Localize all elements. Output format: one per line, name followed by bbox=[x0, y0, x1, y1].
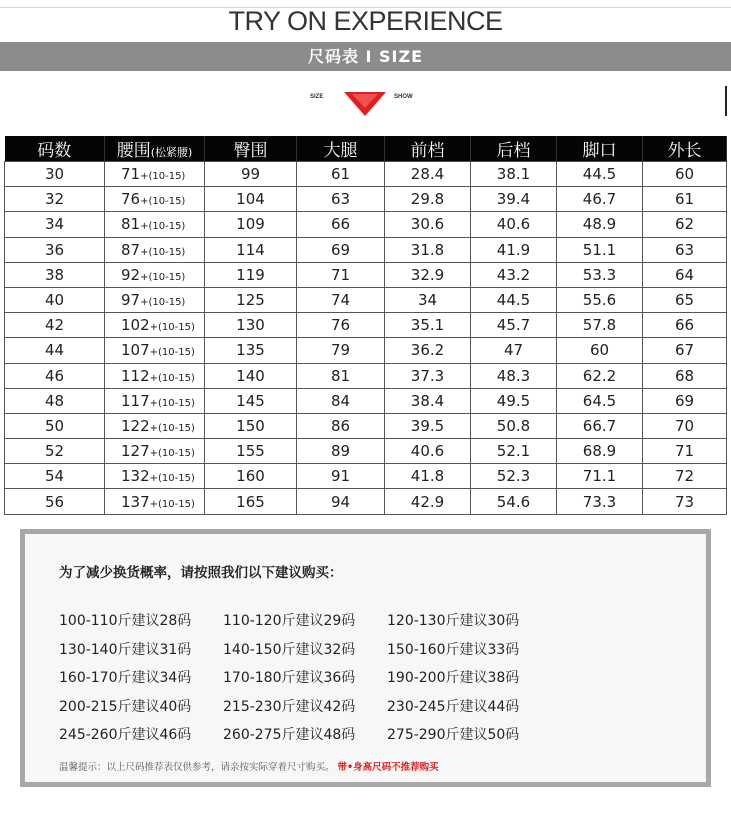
table-row bbox=[5, 413, 727, 438]
cell-hip: 150 bbox=[205, 413, 297, 438]
cell-thigh: 79 bbox=[297, 338, 385, 363]
advice-heading: 为了减少换货概率，请按照我们以下建议购买： bbox=[59, 565, 343, 581]
cell-front-rise: 42.9 bbox=[385, 489, 471, 514]
waist-value: 137 bbox=[121, 492, 150, 511]
advice-note bbox=[59, 759, 439, 773]
waist-value: 92 bbox=[121, 265, 141, 284]
waist-extra: +(10-15) bbox=[149, 397, 195, 409]
down-triangle-icon bbox=[340, 90, 390, 118]
cell-back-rise: 52.1 bbox=[471, 439, 557, 464]
cell-waist bbox=[105, 187, 205, 212]
advice-note-text: 温馨提示：以上尺码推荐表仅供参考，请亲按实际穿着尺寸购买。 bbox=[59, 762, 335, 773]
waist-value: 122 bbox=[121, 416, 150, 435]
cell-thigh: 66 bbox=[297, 212, 385, 237]
table-row bbox=[5, 237, 727, 262]
table-row bbox=[5, 262, 727, 287]
waist-value: 71 bbox=[121, 165, 141, 184]
cell-thigh: 84 bbox=[297, 388, 385, 413]
cell-leg-opening: 44.5 bbox=[557, 162, 643, 187]
cell-hip: 160 bbox=[205, 464, 297, 489]
cell-thigh: 81 bbox=[297, 363, 385, 388]
cell-front-rise: 37.3 bbox=[385, 363, 471, 388]
waist-value: 127 bbox=[121, 442, 150, 461]
cell-outseam: 61 bbox=[643, 187, 727, 212]
header-outseam: 外长 bbox=[643, 136, 727, 162]
advice-item: 120-130斤建议30码 bbox=[387, 613, 520, 629]
cell-outseam: 69 bbox=[643, 388, 727, 413]
table-row bbox=[5, 287, 727, 312]
edge-mark bbox=[725, 86, 727, 116]
cell-waist bbox=[105, 162, 205, 187]
cell-size: 38 bbox=[5, 262, 105, 287]
size-table-body bbox=[5, 162, 727, 515]
cell-back-rise: 50.8 bbox=[471, 413, 557, 438]
cell-back-rise: 39.4 bbox=[471, 187, 557, 212]
cell-leg-opening: 55.6 bbox=[557, 287, 643, 312]
cell-hip: 104 bbox=[205, 187, 297, 212]
cell-front-rise: 30.6 bbox=[385, 212, 471, 237]
advice-item: 170-180斤建议36码 bbox=[223, 670, 356, 686]
waist-value: 112 bbox=[121, 366, 150, 385]
advice-item: 260-275斤建议48码 bbox=[223, 727, 356, 743]
cell-leg-opening: 62.2 bbox=[557, 363, 643, 388]
waist-extra: +(10-15) bbox=[149, 448, 195, 460]
advice-row bbox=[59, 724, 551, 753]
table-row bbox=[5, 363, 727, 388]
cell-front-rise: 31.8 bbox=[385, 237, 471, 262]
cell-outseam: 66 bbox=[643, 313, 727, 338]
advice-item: 110-120斤建议29码 bbox=[223, 613, 356, 629]
cell-front-rise: 35.1 bbox=[385, 313, 471, 338]
waist-value: 81 bbox=[121, 215, 141, 234]
size-table bbox=[4, 136, 727, 515]
page-title: TRY ON EXPERIENCE bbox=[228, 6, 503, 36]
waist-extra: +(10-15) bbox=[140, 221, 186, 233]
waist-extra: +(10-15) bbox=[140, 196, 186, 208]
advice-row bbox=[59, 639, 551, 668]
waist-extra: +(10-15) bbox=[140, 271, 186, 283]
cell-waist bbox=[105, 262, 205, 287]
cell-hip: 130 bbox=[205, 313, 297, 338]
cell-outseam: 63 bbox=[643, 237, 727, 262]
cell-front-rise: 40.6 bbox=[385, 439, 471, 464]
cell-leg-opening: 73.3 bbox=[557, 489, 643, 514]
header-waist bbox=[105, 136, 205, 162]
cell-outseam: 65 bbox=[643, 287, 727, 312]
waist-extra: +(10-15) bbox=[149, 473, 195, 485]
cell-hip: 165 bbox=[205, 489, 297, 514]
cell-hip: 140 bbox=[205, 363, 297, 388]
cell-thigh: 76 bbox=[297, 313, 385, 338]
waist-extra: +(10-15) bbox=[140, 246, 186, 258]
cell-size: 42 bbox=[5, 313, 105, 338]
header-size: 码数 bbox=[5, 136, 105, 162]
cell-outseam: 68 bbox=[643, 363, 727, 388]
table-row bbox=[5, 489, 727, 514]
cell-size: 54 bbox=[5, 464, 105, 489]
cell-back-rise: 47 bbox=[471, 338, 557, 363]
cell-front-rise: 29.8 bbox=[385, 187, 471, 212]
cell-back-rise: 49.5 bbox=[471, 388, 557, 413]
waist-value: 97 bbox=[121, 291, 141, 310]
advice-item: 215-230斤建议42码 bbox=[223, 698, 356, 715]
header-leg-opening: 脚口 bbox=[557, 136, 643, 162]
cell-hip: 114 bbox=[205, 237, 297, 262]
size-show-marker bbox=[310, 90, 430, 120]
advice-note-warning: 带•身高尺码不推荐购买 bbox=[337, 762, 439, 773]
cell-hip: 155 bbox=[205, 439, 297, 464]
cell-waist bbox=[105, 489, 205, 514]
table-row bbox=[5, 439, 727, 464]
cell-size: 44 bbox=[5, 338, 105, 363]
cell-outseam: 71 bbox=[643, 439, 727, 464]
cell-back-rise: 45.7 bbox=[471, 313, 557, 338]
cell-leg-opening: 68.9 bbox=[557, 439, 643, 464]
advice-row bbox=[59, 610, 551, 639]
cell-back-rise: 52.3 bbox=[471, 464, 557, 489]
cell-waist bbox=[105, 413, 205, 438]
cell-outseam: 72 bbox=[643, 464, 727, 489]
marker-label-size: SIZE bbox=[310, 94, 324, 100]
table-row bbox=[5, 187, 727, 212]
cell-thigh: 94 bbox=[297, 489, 385, 514]
waist-value: 87 bbox=[121, 240, 141, 259]
cell-hip: 135 bbox=[205, 338, 297, 363]
cell-thigh: 71 bbox=[297, 262, 385, 287]
cell-back-rise: 48.3 bbox=[471, 363, 557, 388]
cell-thigh: 61 bbox=[297, 162, 385, 187]
cell-waist bbox=[105, 212, 205, 237]
cell-size: 50 bbox=[5, 413, 105, 438]
waist-value: 102 bbox=[121, 316, 150, 335]
table-row bbox=[5, 212, 727, 237]
cell-thigh: 69 bbox=[297, 237, 385, 262]
cell-front-rise: 38.4 bbox=[385, 388, 471, 413]
cell-leg-opening: 71.1 bbox=[557, 464, 643, 489]
header-thigh: 大腿 bbox=[297, 136, 385, 162]
header-hip: 臀围 bbox=[205, 136, 297, 162]
cell-size: 40 bbox=[5, 287, 105, 312]
cell-back-rise: 40.6 bbox=[471, 212, 557, 237]
cell-size: 30 bbox=[5, 162, 105, 187]
cell-back-rise: 41.9 bbox=[471, 237, 557, 262]
cell-outseam: 62 bbox=[643, 212, 727, 237]
cell-waist bbox=[105, 464, 205, 489]
cell-size: 32 bbox=[5, 187, 105, 212]
cell-leg-opening: 57.8 bbox=[557, 313, 643, 338]
cell-leg-opening: 48.9 bbox=[557, 212, 643, 237]
table-row bbox=[5, 338, 727, 363]
table-header-row bbox=[5, 136, 727, 162]
cell-front-rise: 34 bbox=[385, 287, 471, 312]
waist-value: 117 bbox=[121, 391, 150, 410]
size-banner: 尺码表 I SIZE bbox=[0, 42, 731, 71]
cell-outseam: 73 bbox=[643, 489, 727, 514]
cell-hip: 109 bbox=[205, 212, 297, 237]
cell-waist bbox=[105, 287, 205, 312]
cell-back-rise: 43.2 bbox=[471, 262, 557, 287]
header-front-rise: 前档 bbox=[385, 136, 471, 162]
cell-front-rise: 36.2 bbox=[385, 338, 471, 363]
cell-back-rise: 44.5 bbox=[471, 287, 557, 312]
cell-outseam: 67 bbox=[643, 338, 727, 363]
cell-waist bbox=[105, 363, 205, 388]
marker-label-show: SHOW bbox=[394, 94, 413, 100]
waist-value: 76 bbox=[121, 190, 141, 209]
cell-waist bbox=[105, 439, 205, 464]
header-waist-label: 腰围 bbox=[116, 141, 151, 161]
cell-thigh: 63 bbox=[297, 187, 385, 212]
header-waist-note: (松紧腰) bbox=[150, 146, 193, 159]
cell-thigh: 89 bbox=[297, 439, 385, 464]
cell-leg-opening: 64.5 bbox=[557, 388, 643, 413]
cell-size: 36 bbox=[5, 237, 105, 262]
waist-value: 132 bbox=[121, 467, 150, 486]
cell-leg-opening: 66.7 bbox=[557, 413, 643, 438]
cell-front-rise: 32.9 bbox=[385, 262, 471, 287]
cell-front-rise: 41.8 bbox=[385, 464, 471, 489]
advice-item: 130-140斤建议31码 bbox=[59, 641, 192, 658]
waist-extra: +(10-15) bbox=[149, 498, 195, 510]
cell-front-rise: 28.4 bbox=[385, 162, 471, 187]
cell-waist bbox=[105, 338, 205, 363]
advice-item: 275-290斤建议50码 bbox=[387, 727, 520, 743]
advice-grid bbox=[59, 610, 551, 753]
waist-value: 107 bbox=[121, 341, 150, 360]
cell-size: 48 bbox=[5, 388, 105, 413]
cell-thigh: 86 bbox=[297, 413, 385, 438]
cell-leg-opening: 46.7 bbox=[557, 187, 643, 212]
waist-extra: +(10-15) bbox=[149, 347, 195, 359]
cell-outseam: 70 bbox=[643, 413, 727, 438]
advice-item: 100-110斤建议28码 bbox=[59, 613, 192, 629]
advice-item: 245-260斤建议46码 bbox=[59, 727, 192, 743]
advice-item: 230-245斤建议44码 bbox=[387, 698, 520, 715]
cell-front-rise: 39.5 bbox=[385, 413, 471, 438]
cell-outseam: 64 bbox=[643, 262, 727, 287]
waist-extra: +(10-15) bbox=[140, 297, 186, 309]
table-row bbox=[5, 313, 727, 338]
advice-item: 140-150斤建议32码 bbox=[223, 641, 356, 658]
cell-back-rise: 54.6 bbox=[471, 489, 557, 514]
advice-box bbox=[20, 529, 711, 787]
advice-item: 150-160斤建议33码 bbox=[387, 641, 520, 658]
cell-hip: 125 bbox=[205, 287, 297, 312]
waist-extra: +(10-15) bbox=[149, 372, 195, 384]
advice-item: 160-170斤建议34码 bbox=[59, 670, 192, 686]
advice-row bbox=[59, 667, 551, 696]
cell-hip: 145 bbox=[205, 388, 297, 413]
cell-size: 52 bbox=[5, 439, 105, 464]
waist-extra: +(10-15) bbox=[149, 322, 195, 334]
cell-waist bbox=[105, 388, 205, 413]
cell-size: 46 bbox=[5, 363, 105, 388]
advice-item: 200-215斤建议40码 bbox=[59, 698, 192, 715]
cell-size: 34 bbox=[5, 212, 105, 237]
cell-leg-opening: 60 bbox=[557, 338, 643, 363]
advice-row bbox=[59, 696, 551, 725]
waist-extra: +(10-15) bbox=[149, 422, 195, 434]
cell-leg-opening: 51.1 bbox=[557, 237, 643, 262]
table-row bbox=[5, 388, 727, 413]
cell-back-rise: 38.1 bbox=[471, 162, 557, 187]
table-row bbox=[5, 464, 727, 489]
advice-item: 190-200斤建议38码 bbox=[387, 670, 520, 686]
cell-thigh: 91 bbox=[297, 464, 385, 489]
cell-thigh: 74 bbox=[297, 287, 385, 312]
table-row bbox=[5, 162, 727, 187]
waist-extra: +(10-15) bbox=[140, 171, 186, 183]
cell-waist bbox=[105, 313, 205, 338]
cell-hip: 119 bbox=[205, 262, 297, 287]
header-back-rise: 后档 bbox=[471, 136, 557, 162]
cell-outseam: 60 bbox=[643, 162, 727, 187]
cell-waist bbox=[105, 237, 205, 262]
cell-size: 56 bbox=[5, 489, 105, 514]
cell-hip: 99 bbox=[205, 162, 297, 187]
cell-leg-opening: 53.3 bbox=[557, 262, 643, 287]
